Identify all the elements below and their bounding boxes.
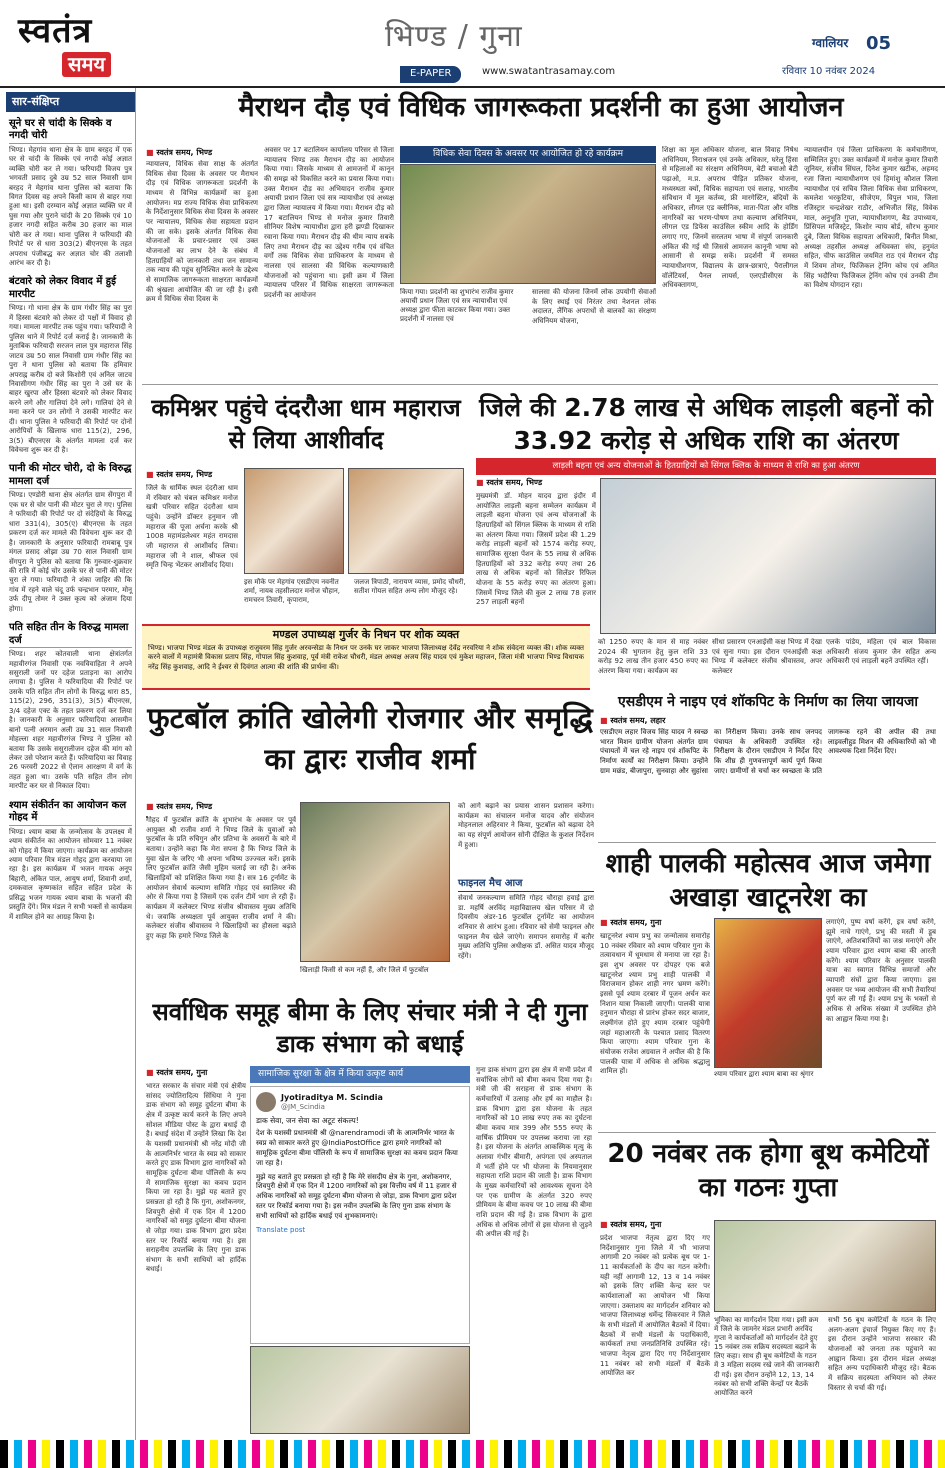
brief-title: सूने घर से चांदी के सिक्के व नगदी चोरी: [9, 118, 132, 144]
photo-caption: भूमिका का मार्गदर्शन दिया गया। इसी क्रम में जिले के जामनेर मंडल प्रभारी अरविंद गुप्ता ने कार्यकर्ताओं को मार्गदर्शन देते हुए 15 नवंबर तक सक्रिय सदस्यता बढ़ाने के लिए कहा। साथ ही बूथ कमेटियों के गठन में 3 महिला सदस्य रखे जाने की जानकारी दी गई। इस दौरान उन्होंने 12, 13, 14 नवंबर को सभी शक्ति केन्द्रों पर बैठकें आयोजित करने: [714, 1316, 820, 1397]
photo-banner: विधिक सेवा दिवस के अवसर पर आयोजित हो रहे कार्यक्रम: [400, 146, 656, 163]
story-column: गुना डाक संभाग द्वारा इस क्षेत्र में सभी प्रदेश में सर्वाधिक लोगों को बीमा कवच दिया गया है। मंत्री जी की सराहना से डाक संभाग के कर्मचारियों में उत्साह और हर्ष का माहौल है। डाक विभाग द्वारा इस योजना के तहत नागरिकों को 10 लाख रुपए तक का दुर्घटना बीमा कवच मात्र 399 और 555 रुपए के वार्षिक प्रीमियम पर उपलब्ध कराया जा रहा है। इस योजना के अंतर्गत आकस्मिक मृत्यु के अलावा गंभीर बीमारी, अपंगता एवं अस्पताल में भर्ती होने पर भी योजना के नियमानुसार सहायता राशि प्रदान की जाती है। डाक विभाग के मुख्य कर्मचारियों को आवश्यक सूचना देने पर एक ग्रामीण के अंतर्गत 320 रुपए प्रीमियम के बीमा कवच पर 10 लाख की बीमा राशि प्रदान की गई है। डाक विभाग के द्वारा अधिक से अधिक लोगों से इस योजना से जुड़ने की अपील की गई है।: [476, 1066, 592, 1239]
story-byline: ■ स्वतंत्र समय, गुना: [600, 918, 710, 928]
story-byline: ■ स्वतंत्र समय, भिण्ड: [146, 148, 258, 158]
story-column: न्यायालय, विधिक सेवा साक्ष के अंतर्गत विधिक सेवा दिवस के अवसर पर मैराथन दौड़ एवं विधिक जागरूकता प्रदर्शनी के माध्यम से विभिन्न कार्यक्रमों का हुआ आयोजन। मप्र राज्य विधिक सेवा प्राधिकरण के निर्देशानुसार विधिक सेवा दिवस के अवसर पर न्यायालय, विधिक सेवा सहायता प्रदान की जा सके। इसके अंतर्गत विधिक सेवा योजनाओं के प्रचार-प्रसार एवं उक्त योजनाओं का लाभ देने के संबंध में हितग्राहियों को जानकारी तथा जन सामान्य तक न्याय की पहुंच सुनिश्चित करने के उद्देश्य से सामाजिक जागरूकता साक्षरता कार्यक्रमों की श्रृंखला आयोजित की जा रही है। इसी क्रम में विधिक सेवा दिवस के: [146, 160, 258, 304]
avatar: [256, 1092, 276, 1112]
story-headline: कमिश्नर पहुंचे दंदरौआ धाम महाराज से लिया आशीर्वाद: [151, 394, 461, 455]
brief-item: [6, 794, 135, 924]
story-byline: ■ स्वतंत्र समय, गुना: [600, 1220, 710, 1230]
story-column: जिले के धार्मिक स्थल दंदरौआ धाम में रविवार को चंबल कमिश्नर मनोज खत्री परिवार सहित दंदरौआ धाम पहुंचे। उन्होंने डॉक्टर हनुमान जी महाराज की पूजा अर्चना करके श्री 1008 महामंडलेश्वर महंत रामदास जी महाराज से आशीर्वाद लिया। महाराज जी ने शाल, श्रीफल एवं स्मृति चिन्ह भेंटकर आशीर्वाद दिया।: [146, 484, 238, 570]
meeting-photo: [600, 478, 936, 634]
photo-caption: इस मौके पर मेहगांव एसडीएम नवनीत शर्मा, नायब तहसीलदार मनोज चौहान, रामचरन तिवारी, कृपाराम,: [244, 578, 341, 605]
brief-item: [6, 457, 135, 616]
post-photo: [250, 1346, 470, 1434]
story-headline: फुटबॉल क्रांति खोलेगी रोजगार और समृद्धि का द्वारः राजीव शर्मा: [147, 701, 593, 776]
website-link[interactable]: www.swatantrasamay.com: [482, 66, 616, 77]
football-photo: [300, 802, 450, 962]
story-column: खाटूनरेश श्याम प्रभु का जन्मोत्सव समारोह 10 नवंबर रविवार को श्याम परिवार गुना के तत्वावधान में धूमधाम से मनाया जा रहा है। इस शुभ अवसर पर दोपहर एक बजे खाटूनरेश श्याम प्रभु शाही पालकी में विराजमान होकर शाही नगर भ्रमण करेंगे। इससे पूर्व श्याम दरबार में पूजन अर्चन कर निशान यात्रा निकाली जाएगी। पालकी यात्रा हनुमान चौराहा से प्रारंभ होकर सदर बाजार, लक्ष्मीगंज होते हुए श्याम दरबार पहुंचेगी जहां महाआरती के पश्चात प्रसाद वितरण किया जाएगा। श्याम परिवार गुना के संयोजक राजेश अग्रवाल ने अपील की है कि पालकी यात्रा में अधिक से अधिक श्रद्धालु शामिल हों।: [600, 932, 710, 1076]
condolence-box: [142, 624, 590, 690]
story-column: को 1250 रुपए के मान से माह नवंबर 2024 की भुगतान हेतु कुल राशि 33 करोड़ 92 लाख तीन हजार 450 रुपए का अंतरण किया गया। कार्यक्रम का: [598, 638, 708, 675]
story-column: शिक्षा का मूल अधिकार योजना, बाल विवाह निषेध अधिनियम, निराश्रजन एवं उनके अधिकार, घरेलू हिंसा से महिलाओं का संरक्षण अधिनियम, बेटी बचाओ बेटी पढ़ाओ, म.प्र. अपराध पीड़ित प्रतिकर योजना, मध्यस्थता क्यों, विधिक सहायता एवं सलाह, भारतीय संविधान में मूल कर्तव्य, फ्री मारगेस्टिन, बंदियों के अधिकार, लीगल एड क्लीनिक, माता-पिता और वरिष्ठ नागरिकों का भरण-पोषण तथा कल्याण अधिनियम, लीगल एड डिफेंस काउंसिल स्कीम आदि के होर्डिंग लगाए गए, जिनमें सरलतम भाषा में संपूर्ण जानकारी अंकित की गई थी जिससे आमजन कानूनी भाषा को आसानी से समझ सकें। प्रदर्शनी में समस्त न्यायाधीशगण, विद्यालय के छात्र-छात्राएं, पैरालीगल वॉलेंटियर्स, पैनल लायर्स, एलएडीसीएस के अधिवक्तागण,: [662, 146, 798, 290]
tweet-banner: सामाजिक सुरक्षा के क्षेत्र में किया उत्कृष्ट कार्य: [250, 1066, 470, 1083]
logo-subtext: समय: [62, 52, 111, 77]
story-headline: शाही पालकी महोत्सव आज जमेगा अखाड़ा खाटूनरेश का: [605, 849, 931, 913]
story-column: सभी 56 बूथ कमेटियों के गठन के लिए अलग-अलग इंचार्ज नियुक्त किए गए हैं। इस दौरान उन्होंने भाजपा सरकार की योजनाओं को जनता तक पहुंचाने का आह्वान किया। इस दौरान मंडल अध्यक्ष सहित अन्य पदाधिकारी मौजूद रहे। बैठक में सक्रिय सदस्यता अभियान को लेकर विस्तार से चर्चा की गई।: [828, 1316, 936, 1392]
brief-body: भिण्ड। मेहगांव थाना क्षेत्र के ग्राम बरहद में एक घर से चांदी के सिक्के एवं नगदी कोई अज्ञात व्यक्ति चोरी कर ले गया। फरियादी विजय पुत्र भगवती प्रसाद दुबे उम्र 52 साल निवासी ग्राम बरहद ने मेहगांव थाना पुलिस को बताया कि विगत दिवस वह अपने किसी काम से बाहर गया हुआ था। इसी दरम्यान कोई अज्ञात व्यक्ति घर में घुस गया और पुराने चांदी के 20 सिक्के एवं 10 हजार नगदी सहित करीब 30 हजार का माल चोरी कर ले गया। थाना पुलिस ने फरियादी की रिपोर्ट पर से धारा 303(2) बीएनएस के तहत अपराध पंजीबद्ध कर अज्ञात चोर की तलाशी आरंभ कर दी है।: [9, 145, 132, 267]
story-headline: मैराथन दौड़ एवं विधिक जागरूकता प्रदर्शनी का हुआ आयोजन: [238, 92, 844, 123]
post-tagline: डाक सेवा, जन सेवा का अटूट संकल्प!: [256, 1116, 359, 1125]
story-column: लगाएंगे, पुष्प वर्षा करेंगे, इत्र वर्षा करेंगे, झूमे नाचे गाएंगे, प्रभु की मस्ती में डूब जाएंगे, अतिशबाजियों का जश्न मनाएंगे और श्याम परिवार द्वारा श्याम बाबा की आरती करेंगे। श्याम परिवार के अनुसार पालकी यात्रा का स्वागत विभिन्न समाजों और व्यापारी संघों द्वारा किया जाएगा। इस अवसर पर भव्य आयोजन की सभी तैयारियां पूर्ण कर ली गई हैं। श्याम प्रभु के भक्तों से अधिक से अधिक संख्या में उपस्थित होने का आह्वान किया गया है।: [826, 918, 936, 1023]
divider: [598, 842, 936, 843]
brief-title: श्याम संकीर्तन का आयोजन कल गोहद में: [9, 800, 132, 826]
photo-caption: जलज त्रिपाठी, नारायण व्यास, प्रमोद चौधरी, सतीश गोयल सहित अन्य लोग मौजूद रहे।: [354, 578, 466, 596]
story-headline: जिले की 2.78 लाख से अधिक लाड़ली बहनों को 33.92 करोड़ से अधिक राशि का अंतरण: [479, 393, 933, 455]
story-column: न्यायालयीन एवं जिला प्राधिकरण के कर्मचारीगण, सम्मिलित हुए। उक्त कार्यक्रमों में मनोज कुमार तिवारी जूनियर, संजीव सिंघल, दिनेश कुमार खटीक, अहमद रजा जिला न्यायाधीशगण एवं हिमांशु कौशल जिला न्यायाधीश एवं सचिव जिला विधिक सेवा प्राधिकरण, कमलेश भरकुटिया, सीजेएम, विपुल भाव, जिला रजिस्ट्रार चन्द्रशेखर राठौर, अभिजीत सिंह, विवेक माल, अनुभूति गुप्ता, न्यायाधीशगण, बैड उपाध्याय, प्रिंसिपल मजिस्ट्रेट, किशोर न्याय बोर्ड, सौरभ कुमार दुबे, जिला विधिक सहायता अधिकारी, बिनीत मिश्रा, अध्यक्ष तहसील अध्यक्ष अधिवक्ता संघ, हनुमंत सहित, चीफ काउंसिल जयमित राठ एवं मैराथन दौड़ में शिवम तोमर, फिजिकल ट्रेनिंग कोच एवं अमित सिंह भदौरिया फिजिकल ट्रेनिंग कोच एवं उनकी टीम का विशेष योगदान रहा।: [804, 146, 938, 290]
translate-link[interactable]: Translate post: [256, 1225, 306, 1234]
photo-caption: किया गया। प्रदर्शनी का शुभारंभ राजीव कुमार अयाची प्रधान जिला एवं सत्र न्यायाधीश एवं अध्यक्ष द्वारा फीता काटकर किया गया। उक्त प्रदर्शनी में नालसा एवं: [400, 288, 514, 324]
commissioner-photo: [244, 468, 344, 574]
post-paragraph: मुझे यह बताते हुए प्रसन्नता हो रही है कि मेरे संसदीय क्षेत्र के गुना, अशोकनगर, शिवपुरी क्षेत्रों में एक दिन में 1200 नागरिकों को इस वित्तीय वर्ष में 11 हजार से अधिक नागरिकों को समूह दुर्घटना बीमा योजना से जोड़ा, डाक विभाग द्वारा प्रदेश स्तर पर रिकॉर्ड बनाया गया है। इस नवीन उपलब्धि के लिए गुना डाक संभाग के सभी साथियों को हार्दिक बधाई एवं शुभकामनाएं।: [256, 1172, 457, 1220]
brief-item: [6, 616, 135, 794]
story-column: सीधा प्रसारण एनआईसी कक्ष भिण्ड में देखा एवं सुना गया। इस दौरान एनआईसी कक्ष भिण्ड में कलेक्टर संजीव श्रीवास्तव, अपर कलेक्टर: [712, 638, 822, 675]
brief-body: भिण्ड। शहर कोतवाली थाना क्षेत्रांतर्गत महावीरगंज निवासी एक नवविवाहिता ने अपने ससुराली जनों पर दहेज प्रताड़ना का आरोप लगाया है। पुलिस ने फरियादिया की रिपोर्ट पर उसके पति सहित तीन लोगों के विरुद्ध धारा 85, 115(2), 296, 351(3), 3(5) बीएनएस, 3/4 दहेज एक्ट के तहत प्रकरण दर्ज कर लिया है। जानकारी के अनुसार फरियादिया आसमीन बानो पत्नी अरमान अली उम्र 31 साल निवासी मोहल्ला शहर महावीरगंज भिण्ड ने पुलिस को बताया कि उसके ससुरालीजन दहेज की मांग को लेकर उसे परेशान करते हैं। फरियादिया का विवाह 26 फरवरी 2022 से ऐलान आरक्षण में वर्ग के तहत हुआ था। उसके पति सहित तीन लोग मारपीट कर घर से निकाल दिया।: [9, 650, 132, 791]
post-handle: @JM_Scindia: [281, 1102, 325, 1111]
story-headline: 20 नवंबर तक होगा बूथ कमेटियों का गठनः गुप्ता: [607, 1139, 929, 1203]
social-post-card: [250, 1086, 470, 1344]
brief-item: [6, 270, 135, 457]
page-number: 05: [866, 33, 892, 54]
brief-body: भिण्ड। एण्डोरी थाना क्षेत्र अंतर्गत ग्राम सेंगपुरा में एक घर से चोर पानी की मोटर चुरा ले गए। पुलिस ने फरियादी की रिपोर्ट पर दो संदेहियों के विरुद्ध धारा 331(4), 305(ए) बीएनएस के तहत प्रकरण दर्ज कर मामले की विवेचना शुरू कर दी है। जानकारी के अनुसार फरियादी रामबाबू पुत्र मंगल प्रसाद ओझा उम्र 70 साल निवासी ग्राम सेंगपुरा ने पुलिस को बताया कि गुरुवार-शुक्रवार की रात्रि में कोई चोर उसके घर से पानी की मोटर चुरा ले गया। फरियादी ने शंका जाहिर की कि गांव में रहने वाले चंदू उर्फ चन्द्रभान परमार, मोनू उर्फ दीपू तोमर ने उक्त कृत्य को अंजाम दिया होगा।: [9, 491, 133, 613]
story-column: अवसर पर 17 बटालियन कार्यालय परिसर से जिला न्यायालय भिण्ड तक मैराथन दौड़ का आयोजन किया गया। जिसके माध्यम से आमजनों में कानून की समझ को विकसित करने का प्रयास किया गया। उक्त मैराथन दौड़ का अभियादन राजीव कुमार अयाची प्रधान जिला एवं सत्र न्यायाधीश एवं अध्यक्ष द्वारा जिला न्यायालय में किया गया। मैराथन दौड़ को 17 बटालियन भिण्ड से मनोज कुमार तिवारी सीनियर विशेष न्यायाधीश द्वारा हरी झण्डी दिखाकर रवाना किया गया। मैराथन दौड़ की थीम न्याय सबके लिए तथा मैराथन दौड़ का उद्देश्य गरीब एवं वंचित वर्गों तक विधिक सेवा प्राधिकरण के माध्यम से नालसा एवं सालसा की विधिक कल्याणकारी योजनाओं को पहुंचाना था। इसी क्रम में जिला न्यायालय परिसर में विधिक साक्षरता जागरूकता प्रदर्शनी का आयोजन: [264, 146, 394, 299]
story-byline: ■ स्वतंत्र समय, भिण्ड: [146, 802, 276, 812]
post-paragraph: देश के यशस्वी प्रधानमंत्री श्री @narendramodi जी के आत्मनिर्भर भारत के स्वप्न को साकार करते हुए @IndiaPostOffice द्वारा हमारे नागरिकों को सामूहिक दुर्घटना बीमा पॉलिसी के रूप में सामाजिक सुरक्षा का कवच प्रदान किया जा रहा है।: [256, 1129, 458, 1167]
city-name: ग्वालियर: [812, 36, 849, 50]
issue-date: रविवार 10 नवंबर 2024: [782, 66, 876, 77]
story-column: प्रदेश भाजपा नेतृत्व द्वारा दिए गए निर्देशानुसार गुना जिले में भी भाजपा आगामी 20 नवंबर को प्रत्येक बूथ पर 1-11 कार्यकर्ताओं के दीप का गठन करेगी। यही नहीं आगामी 12, 13 व 14 नवंबर को इसके लिए शक्ति केन्द्र स्तर पर कार्यशालाओं का आयोजन भी किया जाएगा। उक्ताशय का मार्गदर्शन शनिवार को भाजपा जिलाध्यक्ष धर्मेन्द्र सिकरवार ने जिले के सभी मंडलों में आयोजित बैठकों में दिया। बैठकों में सभी मंडलों के पदाधिकारी, कार्यकर्ता तथा जनप्रतिनिधि उपस्थित रहे। भाजपा नेतृत्व द्वारा दिए गए निर्देशानुसार 11 नवंबर को सभी मंडलों में बैठकें आयोजित कर: [600, 1234, 710, 1378]
edition-title: भिण्ड / गुना: [385, 19, 523, 54]
story-byline: ■ स्वतंत्र समय, लहार: [600, 716, 720, 726]
logo-text: स्वतंत्र: [18, 11, 93, 51]
news-brief-sidebar: [6, 88, 136, 1440]
story-subheading: फाइनल मैच आज: [458, 878, 594, 892]
story-byline: ■ स्वतंत्र समय, भिण्ड: [476, 478, 596, 488]
brief-body: भिण्ड। श्याम बाबा के जन्मोत्सव के उपलक्ष्य में श्याम संकीर्तन का आयोजन सोमवार 11 नवंबर को गोहद में किया जाएगा। कार्यक्रम का आयोजन श्याम परिवार मित्र मंडल गोहद द्वारा करवाया जा रहा है। इस कार्यक्रम में भजन गायक अनूप बिहारी, अंकित पाल, आयुष शर्मा, शिवानी शर्मा, दमकवाल कृष्णकांत सहित सहित प्रदेश के प्रसिद्ध भजन गायक श्याम बाबा के भजनों की प्रस्तुति देंगे। मित्र मंडल ने सभी भक्तों से कार्यक्रम में शामिल होने का आग्रह किया है।: [9, 827, 132, 921]
epaper-badge: E-PAPER: [400, 66, 461, 83]
sidebar-heading: सार-संक्षिप्त: [6, 92, 135, 112]
condolence-title: मण्डल उपाध्यक्ष गुर्जर के निधन पर शोक व्यक्त: [272, 628, 460, 641]
story-column: भारत सरकार के संचार मंत्री एवं क्षेत्रीय सांसद ज्योतिरादित्य सिंधिया ने गुना डाक संभाग को समूह दुर्घटना बीमा के क्षेत्र में उत्कृष्ट कार्य करने के लिए अपने सोशल मीडिया पोस्ट के द्वारा बधाई दी है। बधाई संदेश में उन्होंने लिखा कि देश के यशस्वी प्रधानमंत्री श्री नरेंद्र मोदी जी के आत्मनिर्भर भारत के स्वप्न को साकार करते हुए डाक विभाग द्वारा नागरिकों को सामूहिक दुर्घटना बीमा पॉलिसी के रूप में सामाजिक सुरक्षा का कवच प्रदान किया जा रहा है। मुझे यह बताते हुए प्रसन्नता हो रही है कि गुना, अशोकनगर, शिवपुरी क्षेत्रों में एक दिन में 1200 नागरिकों को समूह दुर्घटना बीमा योजना से जोड़ा गया। डाक विभाग द्वारा प्रदेश स्तर पर रिकॉर्ड बनाया गया है। इस सराहनीय उपलब्धि के लिए गुना डाक संभाग के सभी साथियों को हार्दिक बधाई।: [146, 1082, 246, 1274]
photo-caption: श्याम परिवार द्वारा श्याम बाबा का श्रृंगार: [714, 1070, 814, 1078]
story-column: एलके पांडेय, महिला एवं बाल विकास अधिकारी संजय कुमार जैन सहित अन्य अधिकारी एवं लाड़ली बहनें उपस्थित रहीं।: [826, 638, 936, 666]
commissioner-photo: [348, 468, 464, 574]
story-byline: ■ स्वतंत्र समय, गुना: [146, 1068, 246, 1078]
story-subhead-band: लाड़ली बहना एवं अन्य योजनाओं के हितग्राहियों को सिंगल क्लिक के माध्यम से राशि का हुआ अंतरण: [476, 458, 936, 475]
post-author: Jyotiraditya M. Scindia: [281, 1092, 383, 1102]
story-column: को आगे बढ़ाने का प्रयास शासन प्रशासन करेगा। कार्यक्रम का संचालन मनोज यादव और संयोजन मोहनलाल अहिरवार ने किया, फुटबॉल को बढ़ावा देने का यह संपूर्ण आयोजन सोनी दीक्षित के कुशल निर्देशन में हुआ।: [458, 802, 594, 849]
story-column: एसडीएम लहार विजय सिंह यादव ने स्वच्छ भारत मिशन ग्रामीण योजना अंतर्गत ग्राम पंचायतों में चल रहे नाइप एवं शॉकपिट के निर्माण कार्यों का निरीक्षण किया। उन्होंने ग्राम मछंड, बीजापुरा, सुनवाहा और सुहांसा का निरीक्षण किया। उनके साथ जनपद पंचायत के अधिकारी उपस्थित रहे। निरीक्षण के दौरान एसडीएम ने निर्देश दिए कि शीघ्र ही गुणवत्तापूर्ण कार्य पूर्ण किया जाए। ग्रामीणों से चर्चा कर स्वच्छता के प्रति जागरूक रहने की अपील की तथा लाइवलीहुड मिशन की अधिकारियों को भी आवश्यक दिशा निर्देश दिए।: [600, 728, 936, 775]
brief-body: भिण्ड। गो थाना क्षेत्र के ग्राम गंधीर सिंह का पुरा में हिस्सा बंटवारे को लेकर दो पक्षों में विवाद हो गया। मामला मारपीट तक पहुंच गया। फरियादी ने पुलिस थाने में रिपोर्ट दर्ज कराई है। जानकारी के मुताबिक फरियादी सरजन लाल पुत्र महाराज सिंह जाटव उम्र 50 साल निवासी ग्राम गंधीर सिंह का पुरा ने थाना पुलिस को बताया कि हमिवार अपराह्न करीब दो बजे किशोरी एवं अनिल जाटव निवासीगण गंधीर सिंह का पुरा ने उसे घर के बाहर खुरपा और हिस्सा बंटवारे को लेकर विवाद करने लगे और गालियां देने लगे। गालियां देने से मना करने पर उन लोगों ने उसकी मारपीट कर दी। थाना पुलिस ने फरियादी की रिपोर्ट पर दोनों आरोपियों के खिलाफ धारा 115(2), 296, 3(5) बीएनएस के अंतर्गत मामला दर्ज कर विवेचना शुरू कर दी है।: [9, 304, 132, 454]
registration-marks: [0, 1440, 945, 1468]
story-byline: ■ स्वतंत्र समय, भिण्ड: [146, 470, 246, 480]
story-column: सालसा की योजना जिनमें लोक उपयोगी सेवाओं के लिए स्थाई एवं निरंतर तथा नेशनल लोक अदालत, लैंगिक अपराधों से बालकों का संरक्षण अधिनियम योजना,: [532, 288, 656, 325]
meeting-photo: [714, 1220, 936, 1312]
story-headline: एसडीएम ने नाइप एवं शॉकपिट के निर्माण का लिया जायजा: [617, 694, 918, 710]
palki-photo: [714, 918, 822, 1068]
story-headline: सर्वाधिक समूह बीमा के लिए संचार मंत्री ने दी गुना डाक संभाग को बधाई: [152, 998, 588, 1059]
story-column: मुख्यमंत्री डॉ. मोहन यादव द्वारा इंदौर में आयोजित लाड़ली बहना सम्मेलन कार्यक्रम में लाड़ली बहना योजना एवं अन्य योजनाओं के हितग्राहियों को सिंगल क्लिक के माध्यम से राशि का अंतरण किया गया। जिसमें प्रदेश की 1.29 करोड़ लाड़ली बहनों को 1574 करोड़ रुपए, सामाजिक सुरक्षा पेंशन के 55 लाख से अधिक हितग्राहियों को 332 करोड़ रुपए तथा 26 लाख से अधिक बहनों को सिलेंडर रिफिल योजना के 55 करोड़ रुपए का अंतरण हुआ। जिसमें भिण्ड जिले की कुल 2 लाख 78 हजार 257 लाड़ली बहनों: [476, 492, 596, 607]
brief-item: [6, 112, 135, 271]
divider: [142, 384, 938, 385]
divider: [598, 1132, 936, 1133]
brief-title: बंटवारे को लेकर विवाद में हुई मारपीट: [9, 276, 132, 302]
story-column: गोहद में फुटबॉल क्रांति के शुभारंभ के अवसर पर पूर्व आयुक्त श्री राजीव शर्मा ने भिण्ड जिले के युवाओं को फुटबॉल के प्रति रुचिगुन और प्रतिभा के अवसरों के बारे में बताया। उन्होंने कहा कि मेरा सपना है कि भिण्ड जिले के युवा खेल के जरिए भी अपना भविष्य उज्ज्वल करें। इसके लिए फुटबॉल क्रांति जैसी मुहिम चलाई जा रही है। अनेक खिलाड़ियों को प्रशिक्षित किया गया है। सत्र 16 ट्रर्नामेंट के आयोजन सेवार्थ कल्याण समिति गोहद एवं स्वालियर की ओर से किया गया है जिसमें एक दर्जन टीमें भाग ले रही हैं। कार्यक्रम में कलेक्टर भिण्ड संजीव श्रीवास्तव मुख्य अतिथि थे। जवाकि अध्यक्षता पूर्व आयुक्त राजीव शर्मा ने की। कलेक्टर संजीव श्रीवास्तव ने खिलाड़ियों का हौसला बढ़ाते हुए कहा कि हमारे भिण्ड जिले के: [146, 816, 296, 940]
brief-title: पानी की मोटर चोरी, दो के विरुद्ध मामला दर्ज: [9, 463, 132, 489]
photo-caption: खिलाड़ी किसी से कम नहीं हैं, और जिले में फुटबॉल: [300, 966, 429, 974]
brief-title: पति सहित तीन के विरुद्ध मामला दर्ज: [9, 622, 132, 648]
condolence-body: भिण्ड। भाजपा भिण्ड मंडल के उपाध्यक्ष राजुवरम सिंह गुर्जर अरवन्सेडा के निधन पर उनके घर जाकर भाजपा जिलाध्यक्ष देवेंद्र नरवरिया ने शोक संवेदना व्यक्त की। शोक व्यक्त करने वालों में महामंत्री विकास प्रताप सिंह, गोपाल सिंह कुशवाह, पूर्व मंत्री राकेश चौधरी, मंडल अध्यक्ष अजय सिंह यादव एवं मुकेश महाजन, जिला मंत्री भाजपा भिण्ड विधायक नरेंद्र सिंह कुशवाह, आदि ने ईश्वर से दिवंगत आत्मा की शांति की प्रार्थना की।: [148, 643, 584, 672]
marathon-photo: [400, 164, 656, 284]
story-column: सेवार्थ जनकल्याण समिति गोहद चौराहा हवाई द्वारा डा. महर्षि अरविंद महाविद्यालय खेल परिसर में दो दिवसीय अंडर-16 फुटबॉल टूर्नामेंट का आयोजन शनिवार से आरंभ हुआ। रविवार को सेमी फाइनल और फाइनल मैच खेले जाएंगे। समापन समारोह में बतौर मुख्य अतिथि पुलिस अधीक्षक डॉ. असित यादव मौजूद रहेंगे।: [458, 894, 594, 960]
masthead: [0, 0, 945, 88]
